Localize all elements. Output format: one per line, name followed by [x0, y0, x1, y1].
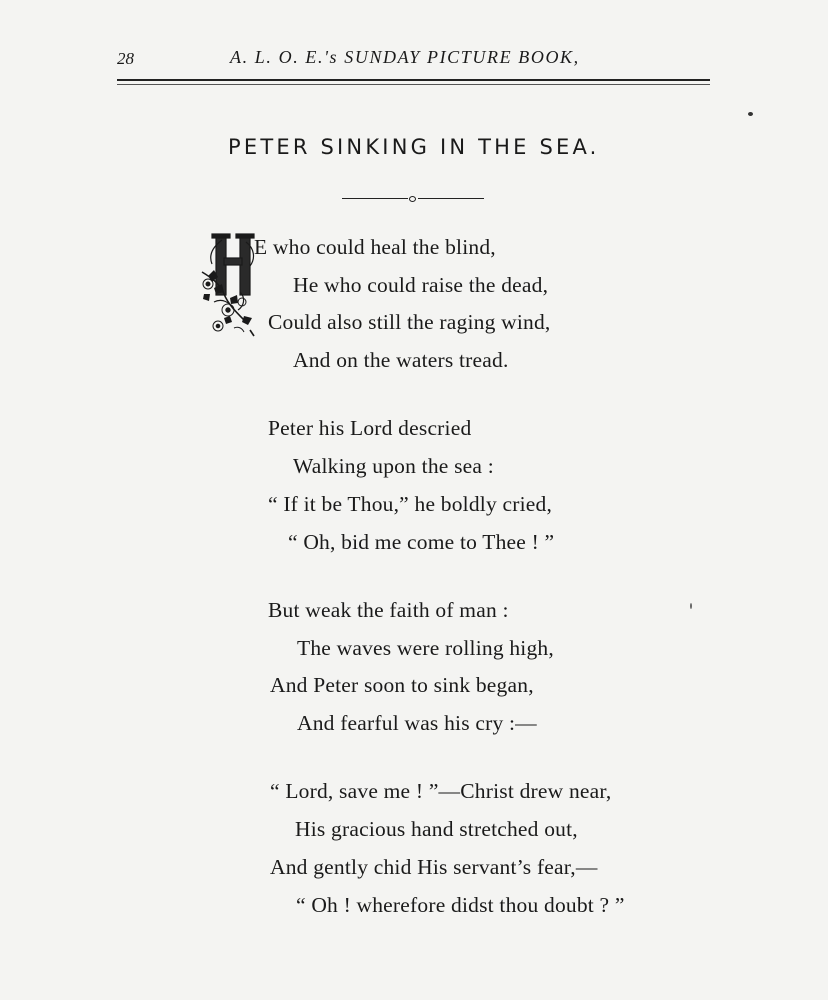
header-rule: [117, 79, 710, 81]
poem-line: And on the waters tread.: [293, 348, 509, 372]
header-rule-thin: [117, 84, 710, 85]
poem-line: His gracious hand stretched out,: [295, 817, 578, 841]
scan-speck: [690, 603, 692, 609]
page-number: 28: [117, 49, 134, 68]
running-head: [0, 0, 828, 90]
poem-line: “ If it be Thou,” he boldly cried,: [268, 492, 553, 516]
poem-line: But weak the faith of man :: [268, 598, 509, 622]
poem-line: And gently chid His servant’s fear,—: [270, 855, 598, 879]
title-ornament: [342, 196, 484, 202]
scan-speck: [748, 112, 753, 116]
ornament-dot: [409, 196, 416, 202]
ornament-rule-left: [342, 198, 408, 199]
poem-line: E who could heal the blind,: [254, 235, 496, 259]
poem-line: He who could raise the dead,: [293, 273, 549, 297]
poem-line: And fearful was his cry :—: [297, 711, 537, 735]
poem-line: Peter his Lord descried: [268, 416, 472, 440]
running-title: A. L. O. E.'s SUNDAY PICTURE BOOK,: [230, 47, 580, 67]
poem-line: “ Lord, save me ! ”—Christ drew near,: [270, 779, 612, 803]
poem-line: The waves were rolling high,: [297, 636, 554, 660]
poem-line: Walking upon the sea :: [293, 454, 494, 478]
poem-line: “ Oh ! wherefore didst thou doubt ? ”: [296, 893, 625, 917]
poem-line: And Peter soon to sink began,: [270, 673, 534, 697]
poem-title: PETER SINKING IN THE SEA.: [228, 135, 600, 159]
poem-line: Could also still the raging wind,: [268, 310, 551, 334]
poem-line: “ Oh, bid me come to Thee ! ”: [288, 530, 555, 554]
ornament-rule-right: [418, 198, 484, 199]
